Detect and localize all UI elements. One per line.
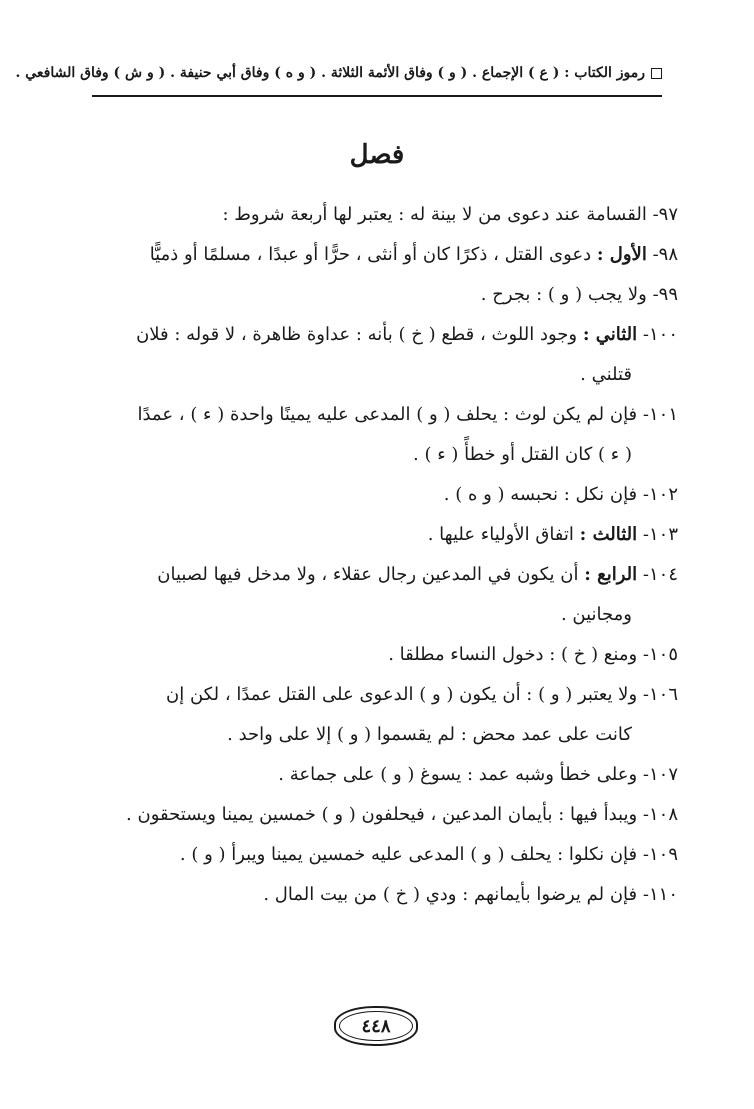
running-header bbox=[15, 60, 662, 86]
item-text: ويبدأ فيها : بأيمان المدعين ، فيحلفون ( و ) خمسين يمينا ويستحقون . bbox=[126, 804, 638, 825]
item-continuation: قتلني . bbox=[580, 364, 632, 385]
item-number: ٩٧- bbox=[652, 204, 678, 225]
item-text: وعلى خطأ وشبه عمد : يسوغ ( و ) على جماعة . bbox=[278, 764, 638, 785]
item-lead: الثالث : bbox=[579, 524, 638, 545]
item-number: ١٠٨- bbox=[642, 804, 678, 825]
item-number: ١٠٩- bbox=[642, 844, 678, 865]
item-lead: الأول : bbox=[596, 244, 647, 265]
list-item bbox=[78, 195, 678, 235]
item-number: ١٠٧- bbox=[642, 764, 678, 785]
item-number: ١٠٣- bbox=[642, 524, 678, 545]
item-lead: الثاني : bbox=[582, 324, 638, 345]
item-text: وجود اللوث ، قطع ( خ ) بأنه : عداوة ظاهرة ، لا قوله : فلان bbox=[136, 324, 578, 345]
item-text: ومنع ( خ ) : دخول النساء مطلقا . bbox=[388, 644, 638, 665]
item-text: ولا يجب ( و ) : بجرح . bbox=[480, 284, 647, 305]
item-text: ولا يعتبر ( و ) : أن يكون ( و ) الدعوى على القتل عمدًا ، لكن إن bbox=[166, 684, 638, 705]
item-text: القسامة عند دعوى من لا بينة له : يعتبر لها أربعة شروط : bbox=[222, 204, 647, 225]
item-continuation: كانت على عمد محض : لم يقسموا ( و ) إلا على واحد . bbox=[227, 724, 632, 745]
list-item bbox=[78, 835, 678, 875]
list-item bbox=[78, 875, 678, 915]
item-text: فإن لم يرضوا بأيمانهم : ودي ( خ ) من بيت المال . bbox=[263, 884, 638, 905]
item-lead: الرابع : bbox=[584, 564, 638, 585]
page-number: ٤٤٨ bbox=[361, 1015, 391, 1037]
list-item bbox=[78, 475, 678, 515]
item-number: ١٠١- bbox=[642, 404, 678, 425]
list-item bbox=[78, 395, 678, 475]
item-number: ١٠٠- bbox=[642, 324, 678, 345]
item-text: أن يكون في المدعين رجال عقلاء ، ولا مدخل فيها لصبيان bbox=[157, 564, 579, 585]
section-title: فصل bbox=[349, 140, 405, 170]
item-number: ١١٠- bbox=[642, 884, 678, 905]
list-item bbox=[78, 235, 678, 275]
item-text: دعوى القتل ، ذكرًا كان أو أنثى ، حرًّا أو عبدًا ، مسلمًا أو ذميًّا bbox=[149, 244, 592, 265]
list-item bbox=[78, 515, 678, 555]
item-continuation: ( ء ) كان القتل أو خطأً ( ء ) . bbox=[413, 444, 632, 465]
item-text: فإن نكل : نحبسه ( و ه ) . bbox=[443, 484, 638, 505]
item-text: اتفاق الأولياء عليها . bbox=[427, 524, 574, 545]
item-number: ١٠٢- bbox=[642, 484, 678, 505]
rules-list bbox=[78, 195, 678, 915]
item-text: فإن نكلوا : يحلف ( و ) المدعى عليه خمسين يمينا ويبرأ ( و ) . bbox=[179, 844, 638, 865]
item-number: ١٠٤- bbox=[642, 564, 678, 585]
item-number: ١٠٥- bbox=[642, 644, 678, 665]
header-rule bbox=[92, 95, 662, 97]
page-number-frame bbox=[339, 1011, 413, 1041]
list-item bbox=[78, 675, 678, 755]
list-item bbox=[78, 555, 678, 635]
item-number: ١٠٦- bbox=[642, 684, 678, 705]
item-number: ٩٩- bbox=[652, 284, 678, 305]
list-item bbox=[78, 275, 678, 315]
list-item bbox=[78, 635, 678, 675]
header-square-icon bbox=[651, 68, 662, 79]
header-text: رموز الكتاب : ( ع ) الإجماع . ( و ) وفاق الأئمة الثلاثة . ( و ه ) وفاق أبي حنيفة . ( و ش ) وفاق الشافعي . bbox=[15, 65, 645, 81]
page-number-badge bbox=[334, 1006, 418, 1046]
list-item bbox=[78, 755, 678, 795]
item-continuation: ومجانين . bbox=[560, 604, 632, 625]
list-item bbox=[78, 315, 678, 395]
list-item bbox=[78, 795, 678, 835]
item-text: فإن لم يكن لوث : يحلف ( و ) المدعى عليه يمينًا واحدة ( ء ) ، عمدًا bbox=[137, 404, 638, 425]
item-number: ٩٨- bbox=[652, 244, 678, 265]
